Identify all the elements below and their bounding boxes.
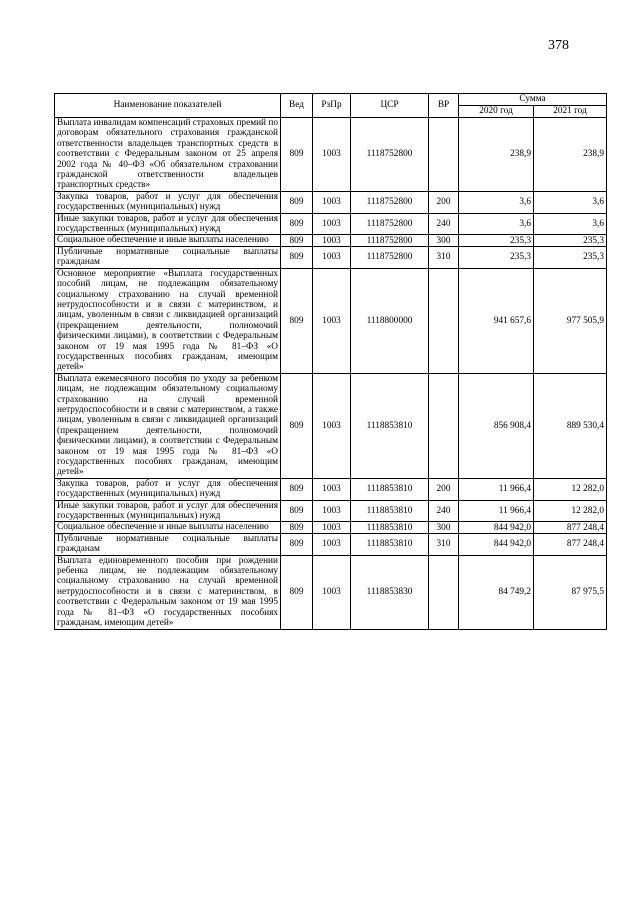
cell-y2020: 235,3: [459, 246, 534, 268]
header-2020: 2020 год: [459, 106, 534, 118]
cell-rzpr: 1003: [313, 373, 351, 478]
cell-rzpr: 1003: [313, 246, 351, 268]
cell-y2020: 84 749,2: [459, 555, 534, 629]
cell-name: Публичные нормативные социальные выплаты гражданам: [55, 246, 281, 268]
cell-y2021: 3,6: [534, 213, 607, 235]
cell-y2020: 856 908,4: [459, 373, 534, 478]
table-row: [55, 373, 607, 478]
table-row: [55, 235, 607, 246]
cell-y2020: 11 966,4: [459, 478, 534, 500]
cell-ved: 809: [281, 533, 313, 555]
header-ved: Вед: [281, 94, 313, 118]
cell-csr: 1118752800: [351, 235, 429, 246]
cell-y2020: 3,6: [459, 191, 534, 213]
cell-vr: 240: [429, 500, 459, 522]
cell-ved: 809: [281, 478, 313, 500]
cell-vr: 300: [429, 522, 459, 533]
cell-vr: 200: [429, 191, 459, 213]
cell-y2020: 844 942,0: [459, 522, 534, 533]
cell-name: Закупка товаров, работ и услуг для обеспечения государственных (муниципальных) нужд: [55, 478, 281, 500]
cell-y2020: 941 657,6: [459, 268, 534, 373]
cell-name: Иные закупки товаров, работ и услуг для обеспечения государственных (муниципальных) нужд: [55, 213, 281, 235]
cell-vr: 310: [429, 246, 459, 268]
cell-rzpr: 1003: [313, 235, 351, 246]
table-row: [55, 191, 607, 213]
cell-name: Социальное обеспечение и иные выплаты населению: [55, 235, 281, 246]
cell-y2021: 235,3: [534, 235, 607, 246]
cell-ved: 809: [281, 522, 313, 533]
table-row: [55, 555, 607, 629]
table-header-row: [55, 94, 607, 106]
cell-ved: 809: [281, 246, 313, 268]
table-row: [55, 118, 607, 192]
header-csr: ЦСР: [351, 94, 429, 118]
cell-y2021: 12 282,0: [534, 500, 607, 522]
cell-y2020: 844 942,0: [459, 533, 534, 555]
cell-vr: 310: [429, 533, 459, 555]
cell-rzpr: 1003: [313, 268, 351, 373]
cell-vr: [429, 373, 459, 478]
table-row: [55, 268, 607, 373]
cell-rzpr: 1003: [313, 522, 351, 533]
cell-csr: 1118752800: [351, 246, 429, 268]
cell-vr: 200: [429, 478, 459, 500]
cell-csr: 1118853810: [351, 522, 429, 533]
header-name: Наименование показателей: [55, 94, 281, 118]
cell-ved: 809: [281, 235, 313, 246]
cell-y2021: 238,9: [534, 118, 607, 192]
cell-y2021: 235,3: [534, 246, 607, 268]
cell-name: Выплата ежемесячного пособия по уходу за ребенком лицам, не подлежащим обязательному социальному страхованию на случай временной нетрудоспособности и в связи с материнством, а также лицам, уволенным в связи с ликвидацией организаций (прекращением деятельности, полномочий физическими лицами), в соответствии с Федеральным законом от 19 мая 1995 года № 81–ФЗ «О государственных пособиях гражданам, имеющим детей»: [55, 373, 281, 478]
cell-csr: 1118752800: [351, 118, 429, 192]
header-sum: Сумма: [459, 94, 607, 106]
table-row: [55, 213, 607, 235]
cell-csr: 1118853810: [351, 478, 429, 500]
cell-y2021: 87 975,5: [534, 555, 607, 629]
table-body: [55, 118, 607, 630]
cell-name: Основное мероприятие «Выплата государственных пособий лицам, не подлежащим обязательному социальному страхованию на случай временной нетрудоспособности и в связи с материнством, и лицам, уволенным в связи с ликвидацией организаций (прекращением деятельности, полномочий физическими лицами), в соответствии с Федеральным законом от 19 мая 1995 года № 81–ФЗ «О государственных пособиях гражданам, имеющим детей»: [55, 268, 281, 373]
table-row: [55, 500, 607, 522]
cell-y2020: 11 966,4: [459, 500, 534, 522]
cell-rzpr: 1003: [313, 191, 351, 213]
cell-vr: [429, 118, 459, 192]
cell-ved: 809: [281, 373, 313, 478]
cell-csr: 1118752800: [351, 191, 429, 213]
cell-name: Выплата единовременного пособия при рождении ребенка лицам, не подлежащим обязательному социальному страхованию на случай временной нетрудоспособности и в связи с материнством, в соответствии с Федеральным законом от 19 мая 1995 года № 81–ФЗ «О государственных пособиях гражданам, имеющим детей»: [55, 555, 281, 629]
cell-ved: 809: [281, 268, 313, 373]
cell-rzpr: 1003: [313, 533, 351, 555]
cell-ved: 809: [281, 500, 313, 522]
cell-rzpr: 1003: [313, 478, 351, 500]
cell-csr: 1118853810: [351, 500, 429, 522]
cell-csr: 1118853830: [351, 555, 429, 629]
cell-y2021: 3,6: [534, 191, 607, 213]
cell-y2021: 889 530,4: [534, 373, 607, 478]
table-row: [55, 522, 607, 533]
header-vr: ВР: [429, 94, 459, 118]
cell-rzpr: 1003: [313, 118, 351, 192]
cell-rzpr: 1003: [313, 555, 351, 629]
budget-table: [54, 93, 607, 630]
header-rzpr: РзПр: [313, 94, 351, 118]
cell-vr: [429, 268, 459, 373]
cell-y2020: 238,9: [459, 118, 534, 192]
cell-name: Иные закупки товаров, работ и услуг для обеспечения государственных (муниципальных) нужд: [55, 500, 281, 522]
table-row: [55, 246, 607, 268]
cell-ved: 809: [281, 118, 313, 192]
page-number: 378: [548, 38, 569, 53]
cell-y2021: 877 248,4: [534, 522, 607, 533]
cell-name: Закупка товаров, работ и услуг для обеспечения государственных (муниципальных) нужд: [55, 191, 281, 213]
cell-name: Выплата инвалидам компенсаций страховых премий по договорам обязательного страхования гражданской ответственности владельцев транспортных средств в соответствии с Федеральным законом от 25 апреля 2002 года № 40–ФЗ «Об обязательном страховании гражданской ответственности владельцев транспортных средств»: [55, 118, 281, 192]
cell-ved: 809: [281, 555, 313, 629]
table-row: [55, 533, 607, 555]
cell-ved: 809: [281, 191, 313, 213]
cell-y2021: 877 248,4: [534, 533, 607, 555]
cell-name: Социальное обеспечение и иные выплаты населению: [55, 522, 281, 533]
cell-y2021: 12 282,0: [534, 478, 607, 500]
cell-y2020: 235,3: [459, 235, 534, 246]
cell-csr: 1118853810: [351, 533, 429, 555]
cell-name: Публичные нормативные социальные выплаты гражданам: [55, 533, 281, 555]
cell-rzpr: 1003: [313, 213, 351, 235]
cell-csr: 1118752800: [351, 213, 429, 235]
cell-y2021: 977 505,9: [534, 268, 607, 373]
cell-vr: 240: [429, 213, 459, 235]
header-2021: 2021 год: [534, 106, 607, 118]
cell-y2020: 3,6: [459, 213, 534, 235]
cell-vr: 300: [429, 235, 459, 246]
cell-csr: 1118853810: [351, 373, 429, 478]
cell-csr: 1118800000: [351, 268, 429, 373]
cell-rzpr: 1003: [313, 500, 351, 522]
cell-vr: [429, 555, 459, 629]
cell-ved: 809: [281, 213, 313, 235]
table-row: [55, 478, 607, 500]
